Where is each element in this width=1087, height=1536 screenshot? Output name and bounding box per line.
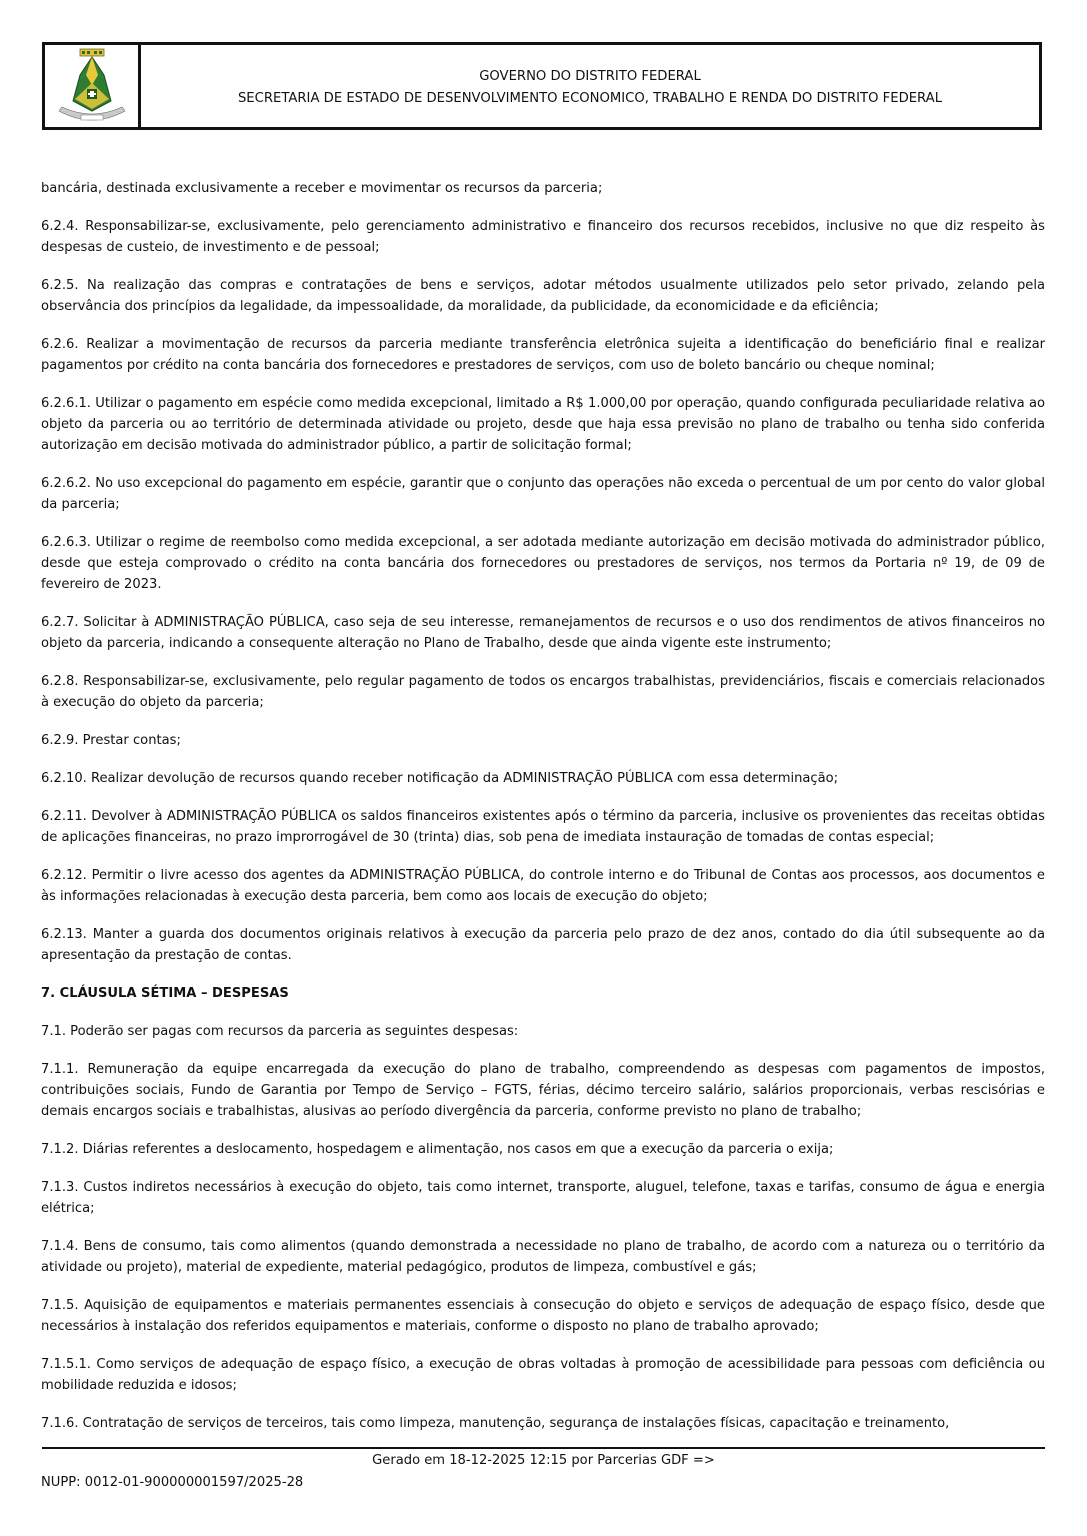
secretariat-name: SECRETARIA DE ESTADO DE DESENVOLVIMENTO ECONOMICO, TRABALHO E RENDA DO DISTRITO FEDERAL: [237, 91, 943, 106]
clause-7-1-3: 7.1.3. Custos indiretos necessários à execução do objeto, tais como internet, transporte, aluguel, telefone, taxas e tarifas, consumo de água e energia elétrica;: [41, 1180, 1045, 1216]
clause-6-2-6-3: 6.2.6.3. Utilizar o regime de reembolso como medida excepcional, a ser adotada mediante autorização em decisão motivada do administrador público, desde que esteja comprovado o crédito na conta bancária dos fornecedores ou prestadores de serviços, nos termos da Portaria nº 19, de 09 de fevereiro de 2023.: [41, 535, 1045, 592]
paragraph: bancária, destinada exclusivamente a receber e movimentar os recursos da parceria;: [41, 181, 603, 196]
section-heading: 7. CLÁUSULA SÉTIMA – DESPESAS: [41, 986, 289, 1001]
clause-6-2-11: 6.2.11. Devolver à ADMINISTRAÇÃO PÚBLICA os saldos financeiros existentes após o término da parceria, inclusive os provenientes das receitas obtidas de aplicações financeiras, no prazo improrrogável de 30 (trinta) dias, sob pena de imediata instauração de tomadas de contas especial;: [41, 809, 1045, 845]
logo-cell: [45, 45, 141, 127]
government-name: GOVERNO DO DISTRITO FEDERAL: [479, 69, 701, 84]
generated-stamp: Gerado em 18-12-2025 12:15 por Parcerias GDF =>: [372, 1453, 715, 1468]
clause-6-2-6: 6.2.6. Realizar a movimentação de recursos da parceria mediante transferência eletrônica sujeita a identificação do beneficiário final e realizar pagamentos por crédito na conta bancária dos fornecedores e prestadores de serviços, com uso de boleto bancário ou cheque nominal;: [41, 337, 1045, 373]
clause-7-1-5: 7.1.5. Aquisição de equipamentos e materiais permanentes essenciais à consecução do objeto e serviços de adequação de espaço físico, desde que necessários à instalação dos referidos equipamentos e materiais, conforme o disposto no plano de trabalho aprovado;: [41, 1298, 1045, 1334]
clause-6-2-5: 6.2.5. Na realização das compras e contratações de bens e serviços, adotar métodos usualmente utilizados pelo setor privado, zelando pela observância dos princípios da legalidade, da impessoalidade, da moralidade, da publicidade, da economicidade e da eficiência;: [41, 278, 1045, 314]
clause-6-2-4: 6.2.4. Responsabilizar-se, exclusivamente, pelo gerenciamento administrativo e financeiro dos recursos recebidos, inclusive no que diz respeito às despesas de custeio, de investimento e de pessoal;: [41, 219, 1045, 255]
clause-6-2-9: 6.2.9. Prestar contas;: [41, 733, 181, 748]
clause-6-2-13: 6.2.13. Manter a guarda dos documentos originais relativos à execução da parceria pelo prazo de dez anos, contado do dia útil subsequente ao da apresentação da prestação de contas.: [41, 927, 1045, 963]
clause-6-2-12: 6.2.12. Permitir o livre acesso dos agentes da ADMINISTRAÇÃO PÚBLICA, do controle interno e do Tribunal de Contas aos processos, aos documentos e às informações relacionadas à execução desta parceria, bem como aos locais de execução do objeto;: [41, 868, 1045, 904]
clause-6-2-8: 6.2.8. Responsabilizar-se, exclusivamente, pelo regular pagamento de todos os encargos trabalhistas, previdenciários, fiscais e comerciais relacionados à execução do objeto da parceria;: [41, 674, 1045, 710]
clause-7-1-5-1: 7.1.5.1. Como serviços de adequação de espaço físico, a execução de obras voltadas à promoção de acessibilidade para pessoas com deficiência ou mobilidade reduzida e idosos;: [41, 1357, 1045, 1393]
clause-6-2-7: 6.2.7. Solicitar à ADMINISTRAÇÃO PÚBLICA, caso seja de seu interesse, remanejamentos de recursos e o uso dos rendimentos de ativos financeiros no objeto da parceria, indicando a consequente alteração no Plano de Trabalho, desde que ainda vigente este instrumento;: [41, 615, 1045, 651]
footer-divider: [42, 1447, 1045, 1449]
header-title-block: [141, 45, 1039, 127]
clause-6-2-6-1: 6.2.6.1. Utilizar o pagamento em espécie como medida excepcional, limitado a R$ 1.000,00 por operação, quando configurada peculiaridade relativa ao objeto da parceria ou ao território de determinada atividade ou projeto, desde que haja essa previsão no plano de trabalho ou tenha sido conferida autorização em decisão motivada do administrador público, a partir de solicitação formal;: [41, 396, 1045, 453]
clause-6-2-6-2: 6.2.6.2. No uso excepcional do pagamento em espécie, garantir que o conjunto das operações não exceda o percentual de um por cento do valor global da parceria;: [41, 476, 1045, 512]
clause-6-2-10: 6.2.10. Realizar devolução de recursos quando receber notificação da ADMINISTRAÇÃO PÚBLICA com essa determinação;: [41, 771, 839, 786]
clause-7-1-2: 7.1.2. Diárias referentes a deslocamento, hospedagem e alimentação, nos casos em que a execução da parceria o exija;: [41, 1142, 834, 1157]
clause-7-1: 7.1. Poderão ser pagas com recursos da parceria as seguintes despesas:: [41, 1024, 519, 1039]
gdf-coat-of-arms-icon: [53, 45, 131, 127]
clause-7-1-1: 7.1.1. Remuneração da equipe encarregada da execução do plano de trabalho, compreendendo as despesas com pagamentos de impostos, contribuições sociais, Fundo de Garantia por Tempo de Serviço – FGTS, férias, décimo terceiro salário, salários proporcionais, verbas rescisórias e demais encargos sociais e trabalhistas, alusivas ao período divergência da parceria, conforme previsto no plano de trabalho;: [41, 1062, 1045, 1119]
clause-7-1-6: 7.1.6. Contratação de serviços de terceiros, tais como limpeza, manutenção, segurança de instalações físicas, capacitação e treinamento,: [41, 1416, 950, 1431]
document-header: [42, 42, 1042, 130]
nupp-number: NUPP: 0012-01-900000001597/2025-28: [41, 1475, 304, 1490]
document-body: [41, 178, 1045, 1451]
clause-7-1-4: 7.1.4. Bens de consumo, tais como alimentos (quando demonstrada a necessidade no plano de trabalho, de acordo com a natureza ou o território da atividade ou projeto), material de expediente, material pedagógico, produtos de limpeza, combustível e gás;: [41, 1239, 1045, 1275]
